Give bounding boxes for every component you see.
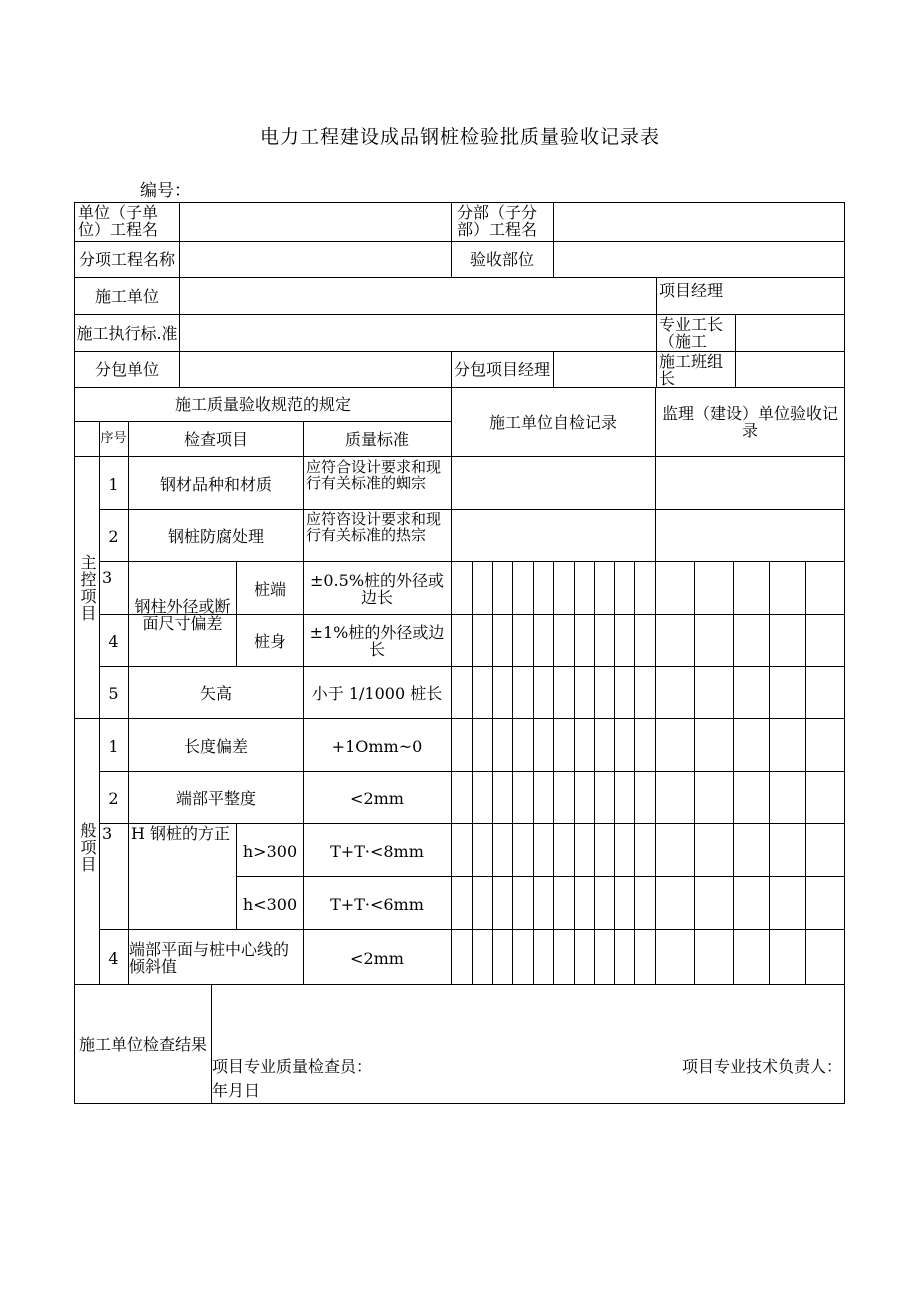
grid-line-v — [634, 718, 635, 985]
page-title: 电力工程建设成品钢桩检验批质量验收记录表 — [259, 126, 660, 148]
mc-row4-std: ±1%桩的外径或边长 — [309, 623, 445, 659]
grid-line-h — [74, 1103, 845, 1104]
grid-line-v — [472, 718, 473, 985]
gen-row3-item: H 钢桩的方正 — [131, 824, 231, 843]
grid-line-v — [533, 561, 534, 719]
gen-row3-sub1: h>300 — [242, 841, 298, 861]
grid-line-v — [574, 561, 575, 719]
grid-line-v — [694, 561, 695, 719]
main-control-label: 主控项目 — [78, 554, 97, 622]
gen-row4-item: 端部平面与桩中心线的倾斜值 — [129, 940, 290, 976]
grid-line-v — [733, 718, 734, 985]
mc-row5-item: 矢高 — [199, 683, 232, 703]
gen-row2-item: 端部平整度 — [175, 788, 256, 808]
gen-row3-std1: T+T·<8mm — [330, 841, 424, 861]
grid-line-v — [512, 561, 513, 719]
gen-row2-no: 2 — [108, 788, 119, 808]
grid-line-v — [553, 561, 554, 719]
grid-line-v — [594, 561, 595, 719]
mc-row1-std: 应符合设计要求和现行有关标准的蜘宗 — [306, 458, 442, 492]
mc-row2-std: 应符咨设计要求和现行有关标准的热宗 — [306, 510, 442, 544]
grid-line-v — [769, 561, 770, 719]
general-label: 般项目 — [78, 821, 97, 873]
grid-line-v — [492, 561, 493, 719]
grid-line-v — [492, 718, 493, 985]
spec-title: 施工质量验收规范的规定 — [174, 395, 351, 414]
construction-unit-field[interactable] — [180, 278, 655, 314]
grid-line-v — [533, 718, 534, 985]
project-manager-label: 项目经理 — [659, 281, 724, 300]
unit-project-field[interactable] — [180, 203, 450, 241]
tech-lead-label: 项目专业技术负责人： — [681, 1058, 842, 1076]
grid-line-v — [74, 202, 75, 1104]
acceptance-part-field[interactable] — [554, 242, 844, 277]
date-label: 年月日 — [212, 1082, 261, 1100]
grid-line-v — [614, 718, 615, 985]
grid-line-v — [805, 561, 806, 719]
grid-line-h — [74, 456, 845, 457]
grid-line-v — [472, 561, 473, 719]
mc-row3-no: 3 — [102, 568, 113, 587]
grid-line-v — [451, 387, 452, 985]
mc-row1-item: 钢材品种和材质 — [159, 474, 272, 494]
grid-line-v — [634, 561, 635, 719]
mc-row4-no: 4 — [108, 631, 119, 651]
grid-line-v — [594, 718, 595, 985]
acceptance-part-label: 验收部位 — [469, 250, 534, 269]
mc-row5-std: 小于 1/1000 桩长 — [311, 683, 443, 703]
mc-row4-sub: 桩身 — [253, 631, 286, 651]
check-item-header: 检查项目 — [183, 429, 248, 449]
mc-row2-no: 2 — [108, 526, 119, 546]
grid-line-h — [74, 984, 845, 985]
foreman-label: 专业工长（施工 — [659, 315, 724, 351]
construction-unit-label: 施工单位 — [94, 286, 159, 306]
gen-row3-std2: T+T·<6mm — [330, 894, 424, 914]
gen-row4-no: 4 — [108, 948, 119, 968]
sub-project-label: 分部（子分部）工程名 — [457, 203, 538, 239]
mc-row2-item: 钢桩防腐处理 — [167, 526, 264, 546]
gen-row3-no: 3 — [102, 824, 113, 843]
grid-line-v — [512, 718, 513, 985]
mc-group-item: 钢柱外径或断面尺寸偏差 — [134, 597, 231, 633]
item-project-label: 分项工程名称 — [78, 250, 175, 269]
self-check-header: 施工单位自检记录 — [488, 412, 617, 432]
team-leader-label: 施工班组长 — [659, 352, 724, 386]
subcontractor-label: 分包单位 — [94, 359, 159, 379]
gen-row1-item: 长度偏差 — [183, 736, 248, 756]
grid-line-v — [805, 718, 806, 985]
unit-project-label: 单位（子单位）工程名 — [78, 203, 159, 239]
gen-row4-std: <2mm — [350, 948, 404, 968]
seq-header: 序号 — [100, 431, 127, 446]
grid-line-v — [574, 718, 575, 985]
grid-line-v — [769, 718, 770, 985]
supervision-header: 监理（建设）单位验收记录 — [661, 404, 838, 440]
standard-label: 施工执行标.准 — [76, 323, 178, 343]
grid-line-v — [694, 718, 695, 985]
grid-line-v — [655, 387, 656, 985]
mc-row3-sub: 桩端 — [253, 579, 286, 599]
inspector-label: 项目专业质量检查员： — [212, 1058, 373, 1076]
standard-field[interactable] — [180, 315, 655, 351]
subcontractor-field[interactable] — [180, 352, 450, 386]
sub-project-field[interactable] — [554, 203, 844, 241]
serial-number-label: 编号： — [140, 181, 191, 201]
result-label: 施工单位检查结果 — [78, 1035, 207, 1054]
sub-manager-field[interactable] — [554, 352, 654, 386]
inspection-record-table — [74, 202, 845, 1104]
grid-line-v — [553, 718, 554, 985]
gen-row2-std: <2mm — [350, 788, 404, 808]
mc-row5-no: 5 — [108, 683, 119, 703]
mc-row3-std: ±0.5%桩的外径或边长 — [309, 571, 445, 607]
grid-line-v — [733, 561, 734, 719]
sub-manager-label: 分包项目经理 — [453, 359, 550, 379]
grid-line-v — [614, 561, 615, 719]
team-leader-field[interactable] — [736, 352, 844, 386]
gen-row1-std: +1Omm~0 — [331, 736, 423, 756]
gen-row3-sub2: h<300 — [242, 894, 298, 914]
gen-row1-no: 1 — [108, 736, 119, 756]
quality-std-header: 质量标准 — [344, 429, 409, 449]
item-project-field[interactable] — [180, 242, 450, 277]
mc-row1-no: 1 — [108, 474, 119, 494]
grid-line-v — [844, 202, 845, 1104]
